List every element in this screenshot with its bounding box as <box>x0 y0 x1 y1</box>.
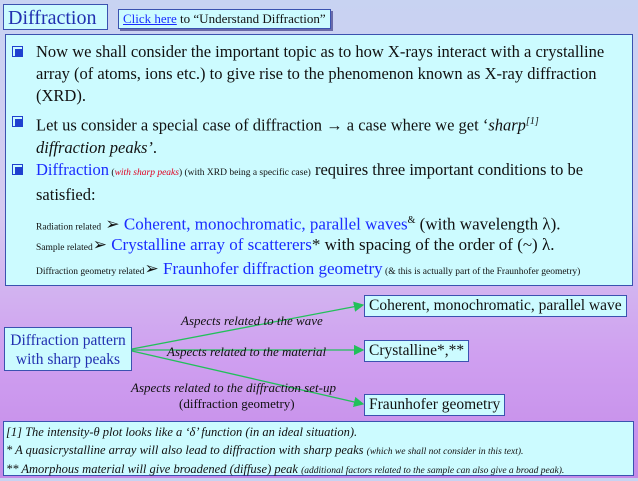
condition-main: Coherent, monochromatic, parallel waves <box>123 214 408 234</box>
bullet-2-post: diffraction peaks’ <box>36 137 153 157</box>
condition-main: Fraunhofer diffraction geometry <box>163 259 383 278</box>
label-setup-geometry: (diffraction geometry) <box>179 396 295 411</box>
condition-main: Crystalline array of scatterers <box>111 235 312 254</box>
condition-tag: Diffraction geometry related <box>36 267 145 277</box>
bullet-2-ref: [1] <box>525 116 539 127</box>
slide-title: Diffraction <box>3 4 108 30</box>
label-setup-aspects: Aspects related to the diffraction set-up <box>131 380 336 395</box>
left-box-line2: with sharp peaks <box>15 351 121 368</box>
condition-rest: (& this is actually part of the Fraunhofer geometry) <box>382 267 581 277</box>
condition-rest: (with wavelength λ). <box>415 214 561 234</box>
bullet-3-paren-close: ) (with XRD being a specific case) <box>178 168 311 178</box>
bullet-2-pre: Let us consider a special case of diffraction → a case where we get ‘ <box>36 115 489 135</box>
bullet-2-sharp: sharp <box>488 115 526 135</box>
footnote-1: [1] The intensity-θ plot looks like a ‘δ’ function (in an ideal situation). <box>6 425 358 439</box>
arrow-bullet-icon: ➢ <box>144 259 163 278</box>
link-suffix: to “Understand Diffraction” <box>176 11 326 26</box>
box-coherent-wave: Coherent, monochromatic, parallel wave <box>364 295 627 317</box>
bullet-3-sharp-peaks: with sharp peaks <box>114 168 179 178</box>
label-wave-aspects: Aspects related to the wave <box>181 313 323 328</box>
bullet-3-diffraction: Diffraction <box>36 160 110 179</box>
condition-rest: with spacing of the order of (~) λ. <box>320 235 555 254</box>
click-here-link[interactable]: Click here <box>123 11 177 26</box>
left-box-line1: Diffraction pattern <box>10 332 126 349</box>
footnotes-box <box>3 421 634 476</box>
condition-star: * <box>311 235 321 254</box>
box-crystalline: Crystalline*,** <box>364 340 469 362</box>
label-material-aspects: Aspects related to the material <box>167 344 327 359</box>
bullet-1-text: Now we shall consider the important topic as to how X-rays interact with a crystalline array (of atoms, ions etc.) to give rise to the phenomenon known as X-ray diffraction (XRD). <box>36 42 605 105</box>
diffraction-pattern-box <box>4 327 132 371</box>
arrow-bullet-icon: ➢ <box>101 214 124 234</box>
condition-sup: & <box>407 215 416 226</box>
condition-tag: Radiation related <box>36 222 102 233</box>
arrow-bullet-icon: ➢ <box>92 235 112 254</box>
footnote-3-main: ** Amorphous material will give broadened (diffuse) peak <box>6 462 302 476</box>
box-fraunhofer-geometry: Fraunhofer geometry <box>364 394 505 416</box>
footnote-3-small: (additional factors related to the sample can also give a broad peak). <box>301 466 565 476</box>
bullet-2-end: . <box>152 137 157 157</box>
footnote-2-main: * A quasicrystalline array will also lead to diffraction with sharp peaks <box>6 442 367 457</box>
footnote-2-small: (which we shall not consider in this text). <box>366 446 524 457</box>
bullet-3-paren-open: ( <box>109 168 115 178</box>
condition-tag: Sample related <box>36 243 93 253</box>
bullet-3-rest: requires three important conditions to be satisfied: <box>36 160 584 204</box>
footnote-2 <box>6 442 633 462</box>
